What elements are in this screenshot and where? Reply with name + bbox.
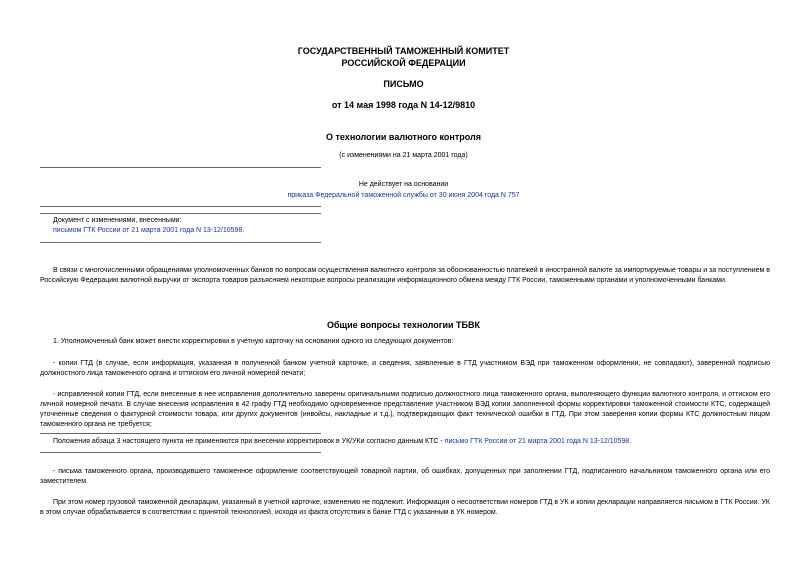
paragraph-4: - письма таможенного органа, производившего таможенное оформление соответствующей товарной партии, об ошибках, допущенных при заполнении ГТД, подписанного начальником таможенного органа или его заместителем. <box>40 468 770 485</box>
changes-note: (с изменениями на 21 марта 2001 года) <box>339 152 468 159</box>
amendment-note-text: Положения абзаца 3 настоящего пункта не применяются при внесении корректировок в УК/УКи согласно данным КТС - <box>53 438 445 445</box>
divider <box>40 167 321 168</box>
status-order-link[interactable]: приказа Федеральной таможенной службы от 30 июня 2004 года N 757 <box>287 192 520 199</box>
changes-box-label: Документ с изменениями, внесенными: <box>53 217 182 224</box>
divider <box>40 433 321 434</box>
amendment-note-link[interactable]: письмо ГТК России от 21 марта 2001 года N 13-12/10598. <box>444 438 632 445</box>
divider <box>40 213 321 214</box>
paragraph-5: При этом номер грузовой таможенной декларации, указанный в учетной карточке, изменению не подлежит. Информация о несоответствии номеров ГТД в УК и копии декларации направляется письмом в ГТК России. УК в этом случае обрабатывается в соответствии с принятой технологией, исходя из факта отсутствия в банке ГТД с указанным в УК номером. <box>40 499 770 516</box>
document-date: от 14 мая 1998 года N 14-12/9810 <box>331 100 476 110</box>
amendment-note <box>53 437 773 447</box>
status-text: Не действует на основании <box>358 181 449 188</box>
org-name-line2: РОССИЙСКОЙ ФЕДЕРАЦИИ <box>341 58 466 68</box>
paragraph-3: - исправленной копии ГТД, если внесенные в нее исправления дополнительно заверены оригинальными подписью должностного лица таможенного органа, выполняющего функции валютного контроля, и оттиском его личной номерной печати. В случае внесения исправления в 42 графу ГТД необходимо одновременное представление участником ВЭД копии заполненной формы корректировки таможенной стоимости КТС, содержащей уточненные сведения о фактурной стоимости товара, или других документов (инвойсы, накладные и т.д.), подтверждающих факт технической ошибки в ГТД. При этом заверения копии формы КТС должностным лицом таможенного органа не требуется; <box>40 391 770 428</box>
org-name-line1: ГОСУДАРСТВЕННЫЙ ТАМОЖЕННЫЙ КОМИТЕТ <box>297 46 510 56</box>
intro-paragraph: В связи с многочисленными обращениями уполномоченных банков по вопросам осуществления валютного контроля за обоснованностью платежей в иностранной валюте за импортируемые товары и за поступлением в Российскую Федерацию валютной выручки от экспорта товаров разъясняем некоторые вопросы реализации информационного обмена между ГТК России, таможенными органами и уполномоченными банками. <box>40 267 770 284</box>
changes-letter-link[interactable]: письмом ГТК России от 21 марта 2001 года N 13-12/10598. <box>53 227 245 234</box>
divider <box>40 242 321 243</box>
document-type: ПИСЬМО <box>383 79 424 89</box>
divider <box>40 206 321 207</box>
document-title: О технологии валютного контроля <box>326 132 481 142</box>
paragraph-1: 1. Уполномоченный банк может внести корректировки в учетную карточку на основании одного из следующих документов: <box>53 338 454 345</box>
section-title: Общие вопросы технологии ТБВК <box>327 320 480 330</box>
paragraph-2: - копии ГТД (в случае, если информация, указанная в полученной банком учетной карточке, и сведения, заявленные в ГТД участником ВЭД при таможенном оформлении, не совпадают), заверенной подписью должностного лица таможенного органа и оттиском его личной номерной печати; <box>40 360 770 377</box>
divider <box>40 452 321 453</box>
